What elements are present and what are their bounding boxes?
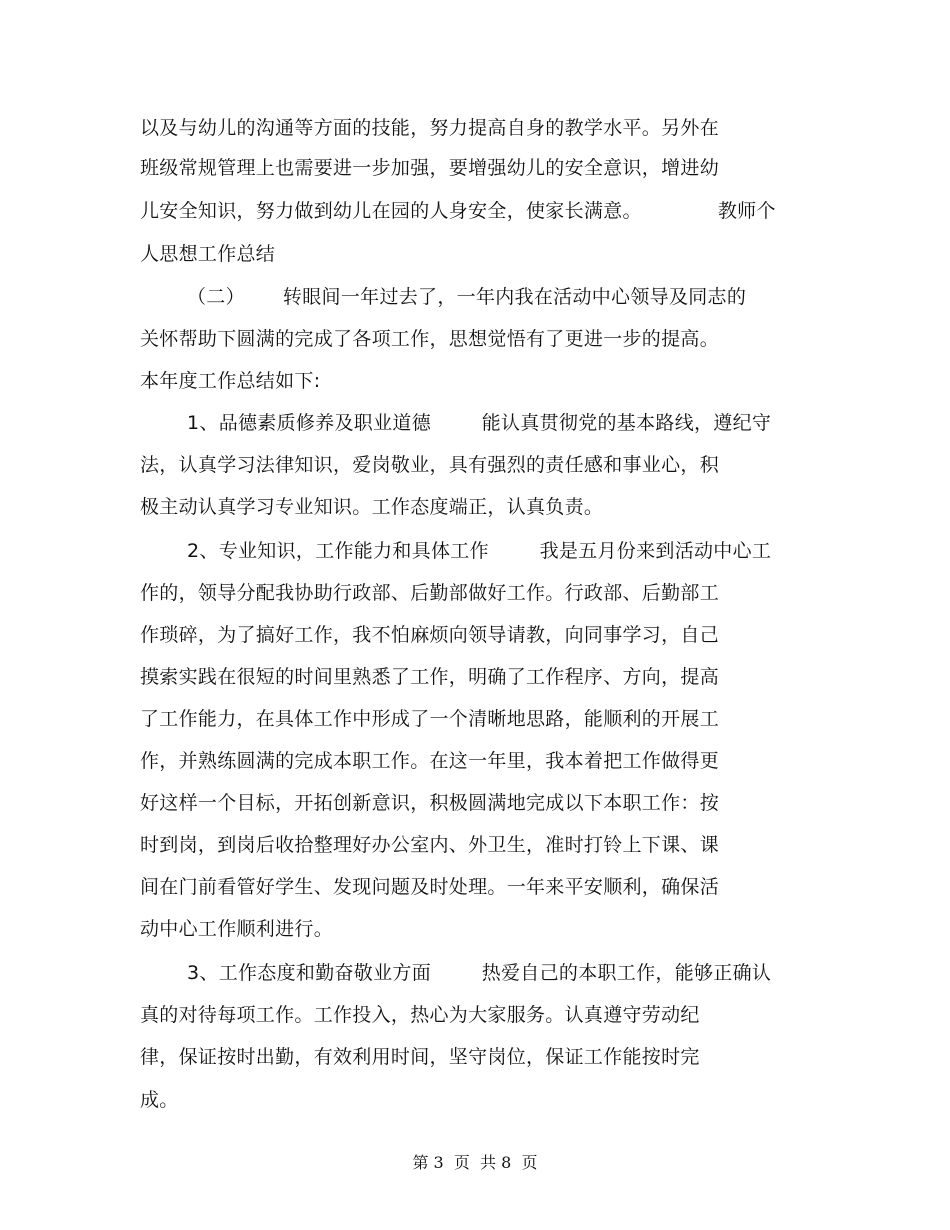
text-line: 1、品德素质修养及职业道德 能认真贯彻党的基本路线，遵纪守	[187, 412, 772, 434]
text-line: 作，并熟练圆满的完成本职工作。在这一年里，我本着把工作做得更	[140, 750, 720, 772]
text-line: 关怀帮助下圆满的完成了各项工作，思想觉悟有了更进一步的提高。	[140, 328, 720, 350]
page-number-footer: 第 3 页 共 8 页	[412, 1153, 538, 1172]
text-line: 人思想工作总结	[140, 243, 276, 265]
text-line: 摸索实践在很短的时间里熟悉了工作，明确了工作程序、方向，提高	[140, 666, 720, 688]
text-line: （二） 转眼间一年过去了，一年内我在活动中心领导及同志的	[187, 286, 747, 308]
text-line: 法，认真学习法律知识，爱岗敬业，具有强烈的责任感和事业心，积	[140, 454, 720, 476]
text-line: 极主动认真学习专业知识。工作态度端正，认真负责。	[140, 496, 604, 518]
text-line: 班级常规管理上也需要进一步加强，要增强幼儿的安全意识，增进幼	[140, 157, 720, 179]
text-line: 时到岗，到岗后收拾整理好办公室内、外卫生，准时打铃上下课、课	[140, 834, 720, 856]
text-line: 2、专业知识，工作能力和具体工作 我是五月份来到活动中心工	[187, 540, 772, 562]
text-line: 间在门前看管好学生、发现问题及时处理。一年来平安顺利，确保活	[140, 876, 720, 898]
text-line: 成。	[140, 1089, 179, 1111]
text-line: 了工作能力，在具体工作中形成了一个清晰地思路，能顺利的开展工	[140, 708, 720, 730]
text-line: 动中心工作顺利进行。	[140, 918, 334, 940]
text-line: 好这样一个目标，开拓创新意识，积极圆满地完成以下本职工作：按	[140, 792, 720, 814]
text-line: 律，保证按时出勤，有效利用时间，坚守岗位，保证工作能按时完	[140, 1046, 700, 1068]
text-line: 以及与幼儿的沟通等方面的技能，努力提高自身的教学水平。另外在	[140, 117, 720, 139]
text-line: 作琐碎，为了搞好工作，我不怕麻烦向领导请教，向同事学习，自己	[140, 624, 720, 646]
text-line: 作的，领导分配我协助行政部、后勤部做好工作。行政部、后勤部工	[140, 582, 720, 604]
text-line: 儿安全知识，努力做到幼儿在园的人身安全，使家长满意。 教师个	[140, 200, 776, 222]
text-line: 本年度工作总结如下:	[140, 370, 321, 392]
text-line: 3、工作态度和勤奋敬业方面 热爱自己的本职工作，能够正确认	[187, 962, 772, 984]
text-line: 真的对待每项工作。工作投入，热心为大家服务。认真遵守劳动纪	[140, 1004, 700, 1026]
